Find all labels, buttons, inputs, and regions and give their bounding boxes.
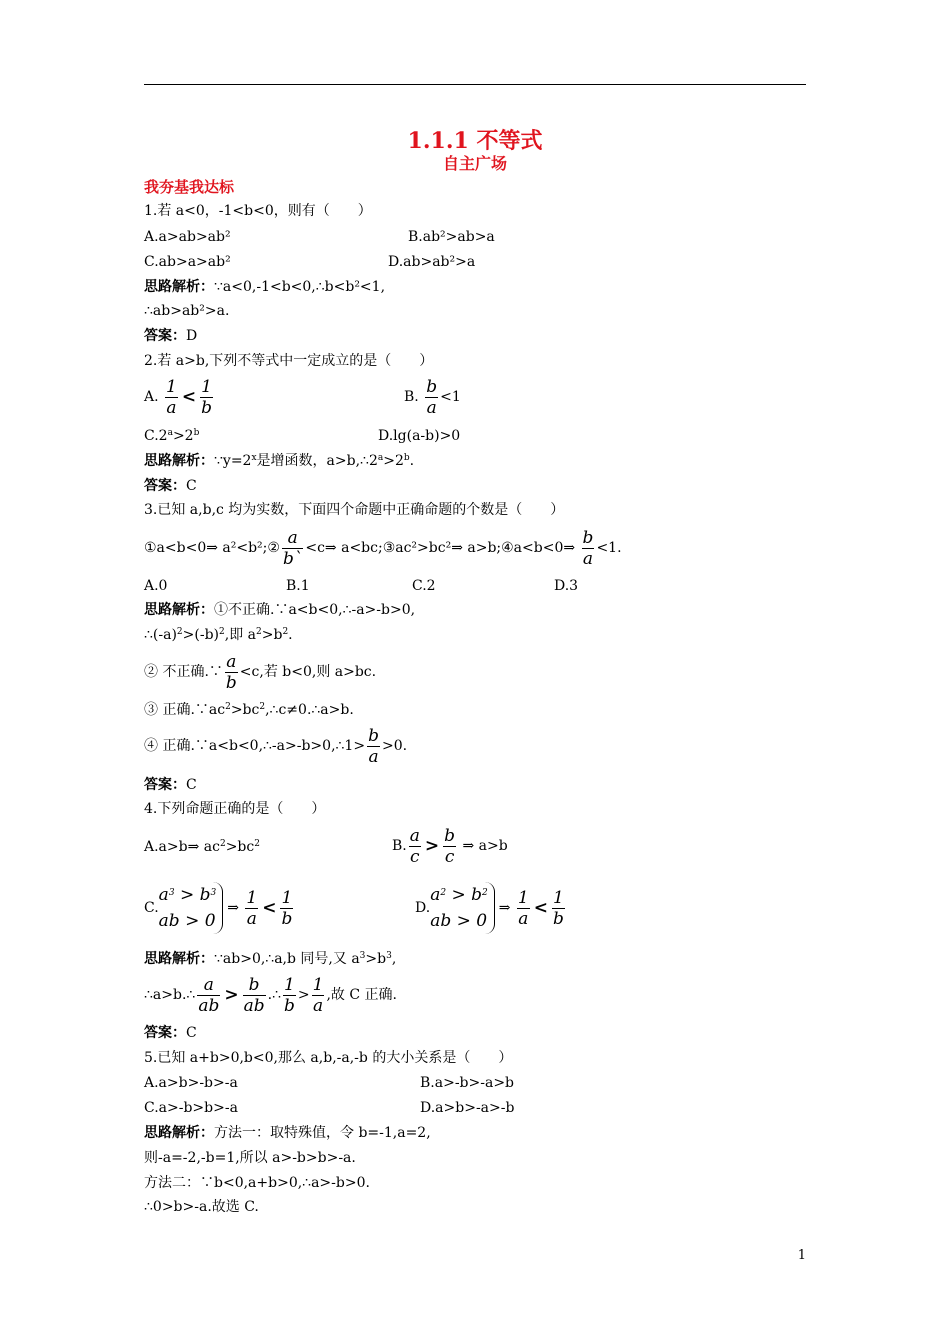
- fraction-a-over-c: $\frac{a}{c}$: [409, 825, 420, 867]
- q1-option-b: B.ab²>ab>a: [408, 229, 495, 245]
- q2-option-d: D.lg(a-b)>0: [378, 428, 461, 444]
- q5-analysis-3: [144, 1174, 370, 1192]
- q4-c-system: $a^3 > b^3$ ab > 0: [159, 882, 224, 934]
- page-title: 1.1.1 不等式: [407, 128, 543, 154]
- q4-answer: [144, 1024, 197, 1042]
- q2-option-a: A. $\frac{1}{a}$ < $\frac{1}{b}$: [144, 376, 212, 418]
- q4-c-label: C.: [144, 900, 159, 916]
- fraction-a-over-ab: $\frac{a}{ab}$: [198, 974, 220, 1016]
- q4-analysis-2-post: ,故 C 正确.: [326, 987, 397, 1003]
- q1-answer: [144, 327, 197, 345]
- q4-b-tail: ⇒ a>b: [462, 838, 508, 854]
- analysis-label: 思路解析：: [144, 453, 214, 469]
- page-subtitle: 自主广场: [442, 154, 507, 173]
- analysis-label: 思路解析：: [144, 1125, 214, 1141]
- q5-analysis-3-text: ∵b<0,a+b>0,∴a>-b>0.: [200, 1175, 370, 1191]
- method1-label: 方法一：: [214, 1125, 270, 1141]
- q2-a-label: A.: [144, 389, 159, 405]
- q3-analysis-3: [144, 650, 376, 694]
- q4-answer-value: C: [186, 1025, 197, 1041]
- q4-option-c: $C.a^3 > b^3$ ab > 0⇒ $\frac{1}{a}$ < $\frac{1}{b}$: [144, 880, 295, 936]
- q1-stem: 1.若 a<0，-1<b<0，则有（ ）: [144, 203, 372, 219]
- fraction-b-over-a: $\frac{b}{a}$: [582, 527, 594, 569]
- analysis-label: 思路解析：: [144, 951, 214, 967]
- q5-stem: 5.已知 a+b>0,b<0,那么 a,b,-a,-b 的大小关系是（ ）: [144, 1050, 513, 1066]
- fraction-b-over-a: $\frac{b}{a}$: [368, 725, 379, 767]
- q1-option-d: D.ab>ab²>a: [388, 254, 476, 270]
- q5-analysis-2: 则-a=-2,-b=1,所以 a>-b>b>-a.: [144, 1150, 356, 1166]
- q3-analysis-5-pre: ④ 正确.∵a<b<0,∴-a>-b>0,∴1>: [144, 738, 366, 754]
- q5-option-a: A.a>b>-b>-a: [144, 1075, 238, 1091]
- q5-analysis-1: [144, 1124, 431, 1142]
- q5-option-b: B.a>-b>-a>b: [420, 1075, 515, 1091]
- answer-label: 答案：: [144, 478, 186, 494]
- fraction-a-over-b: $\frac{a}{b`}$: [282, 527, 303, 569]
- q3-analysis-3-pre: ② 不正确.∵: [144, 664, 223, 680]
- q1-option-c: C.ab>a>ab²: [144, 254, 231, 270]
- q3-answer: [144, 776, 197, 794]
- q1-answer-value: D: [186, 328, 198, 344]
- q4-stem: 4.下列命题正确的是（ ）: [144, 801, 326, 817]
- fraction-1-over-a: $\frac{1}{a}$: [246, 887, 258, 929]
- answer-label: 答案：: [144, 328, 186, 344]
- fraction-b-over-c: $\frac{b}{c}$: [444, 825, 456, 867]
- fraction-1-over-b: $\frac{1}{b}$: [281, 887, 293, 929]
- fraction-b-over-ab: $\frac{b}{ab}$: [243, 974, 265, 1016]
- q4-analysis-1: 思路解析：∵ab>0,∴a,b 同号,又 $a^3>b^3$,: [144, 951, 397, 967]
- q3-part2: <c⇒ a<bc;③ac²>bc²⇒ a>b;④a<b<0⇒: [305, 540, 576, 556]
- q4-analysis-2-pre: ∴a>b.∴: [144, 987, 196, 1003]
- q4-d-system: $a^2 > b^2$ ab > 0: [430, 882, 495, 934]
- q4-option-b: B. $\frac{a}{c}$ > $\frac{b}{c}$ ⇒ a>b: [392, 825, 508, 867]
- fraction-1-over-b: $\frac{1}{b}$: [553, 887, 564, 929]
- q4-analysis-2: ∴a>b.∴ $\frac{a}{ab}$ > $\frac{b}{ab}$ .∴ $\frac{1}{b}$ > $\frac{1}{a}$ ,故 C 正确.: [144, 974, 397, 1016]
- q2-option-b: [404, 376, 461, 418]
- q2-b-label: B.: [404, 389, 419, 405]
- q5-option-c: C.a>-b>b>-a: [144, 1100, 238, 1116]
- q2-analysis: 思路解析：$\because y=2^x$是增函数，$a>b,\therefore 2^a>2^b$.: [144, 453, 415, 469]
- answer-label: 答案：: [144, 777, 186, 793]
- q3-analysis-3-post: <c,若 b<0,则 a>bc.: [239, 664, 377, 680]
- q3-answer-value: C: [186, 777, 197, 793]
- q3-part3: <1.: [596, 540, 622, 556]
- q4-option-a: A.a>b⇒ $ac^2>bc^2$: [144, 839, 260, 855]
- q2-answer: [144, 477, 197, 495]
- q4-d-label: D.: [415, 900, 431, 916]
- q1-analysis-line1: [144, 278, 385, 296]
- q1-option-a: A.a>ab>ab²: [144, 229, 231, 245]
- header-rule: [144, 84, 806, 85]
- method2-label: 方法二：: [144, 1175, 200, 1191]
- q3-analysis-2: $\therefore(-a)^2>(-b)^2$,即 $a^2>b^2$.: [144, 627, 293, 643]
- q3-analysis-1-text: ①不正确.∵a<b<0,∴-a>-b>0,: [214, 602, 416, 618]
- fraction-1-over-a: $\frac{1}{a}$: [517, 887, 529, 929]
- q3-option-b: B.1: [286, 578, 310, 594]
- q4-option-d: $D.a^2 > b^2$ ab > 0⇒ $\frac{1}{a}$ < $\frac{1}{b}$: [415, 880, 567, 936]
- q2-b-tail: <1: [440, 389, 461, 405]
- fraction-1-over-b: $\frac{1}{b}$: [283, 974, 295, 1016]
- q3-part1: ①a<b<0⇒ a²<b²;②: [144, 540, 280, 556]
- q3-option-d: D.3: [554, 578, 579, 594]
- q3-analysis-5: [144, 724, 407, 768]
- analysis-label: 思路解析：: [144, 602, 214, 618]
- q5-analysis-4: ∴0>b>-a.故选 C.: [144, 1199, 259, 1215]
- q3-analysis-1: [144, 601, 415, 619]
- answer-label: 答案：: [144, 1025, 186, 1041]
- q2-option-c: $C.2^a>2^b$: [144, 428, 200, 444]
- fraction-1-over-a: $\frac{1}{a}$: [312, 974, 324, 1016]
- fraction-a-over-b: $\frac{a}{b}$: [225, 651, 237, 693]
- q5-analysis-1-text: 取特殊值，令 b=-1,a=2,: [270, 1125, 431, 1141]
- q3-analysis-5-post: >0.: [381, 738, 408, 754]
- q2-answer-value: C: [186, 478, 197, 494]
- q5-option-d: D.a>b>-a>-b: [420, 1100, 515, 1116]
- fraction-1-over-b: $\frac{1}{b}$: [201, 376, 212, 418]
- section-heading: 我夯基我达标: [144, 178, 235, 196]
- q1-analysis-line2: ∴ab>ab²>a.: [144, 303, 230, 319]
- q3-stem: 3.已知 a,b,c 均为实数，下面四个命题中正确命题的个数是（ ）: [144, 502, 565, 518]
- page-number: 1: [797, 1248, 806, 1263]
- fraction-b-over-a: $\frac{b}{a}$: [426, 376, 438, 418]
- fraction-1-over-a: $\frac{1}{a}$: [166, 376, 177, 418]
- q3-option-a: A.0: [144, 578, 168, 594]
- q4-b-label: B.: [392, 838, 407, 854]
- q1-analysis-text: ∵a<0,-1<b<0,∴b<b²<1,: [214, 279, 386, 295]
- q3-propositions: [144, 526, 622, 570]
- analysis-label: 思路解析：: [144, 279, 214, 295]
- q4-analysis-2-mid: .∴: [267, 987, 281, 1003]
- q3-analysis-4: ③ 正确$.\because ac^2>bc^2,\therefore c\ne 0.\therefore a>b$.: [144, 702, 354, 718]
- q3-option-c: C.2: [412, 578, 436, 594]
- q2-stem: 2.若 a>b,下列不等式中一定成立的是（ ）: [144, 353, 434, 369]
